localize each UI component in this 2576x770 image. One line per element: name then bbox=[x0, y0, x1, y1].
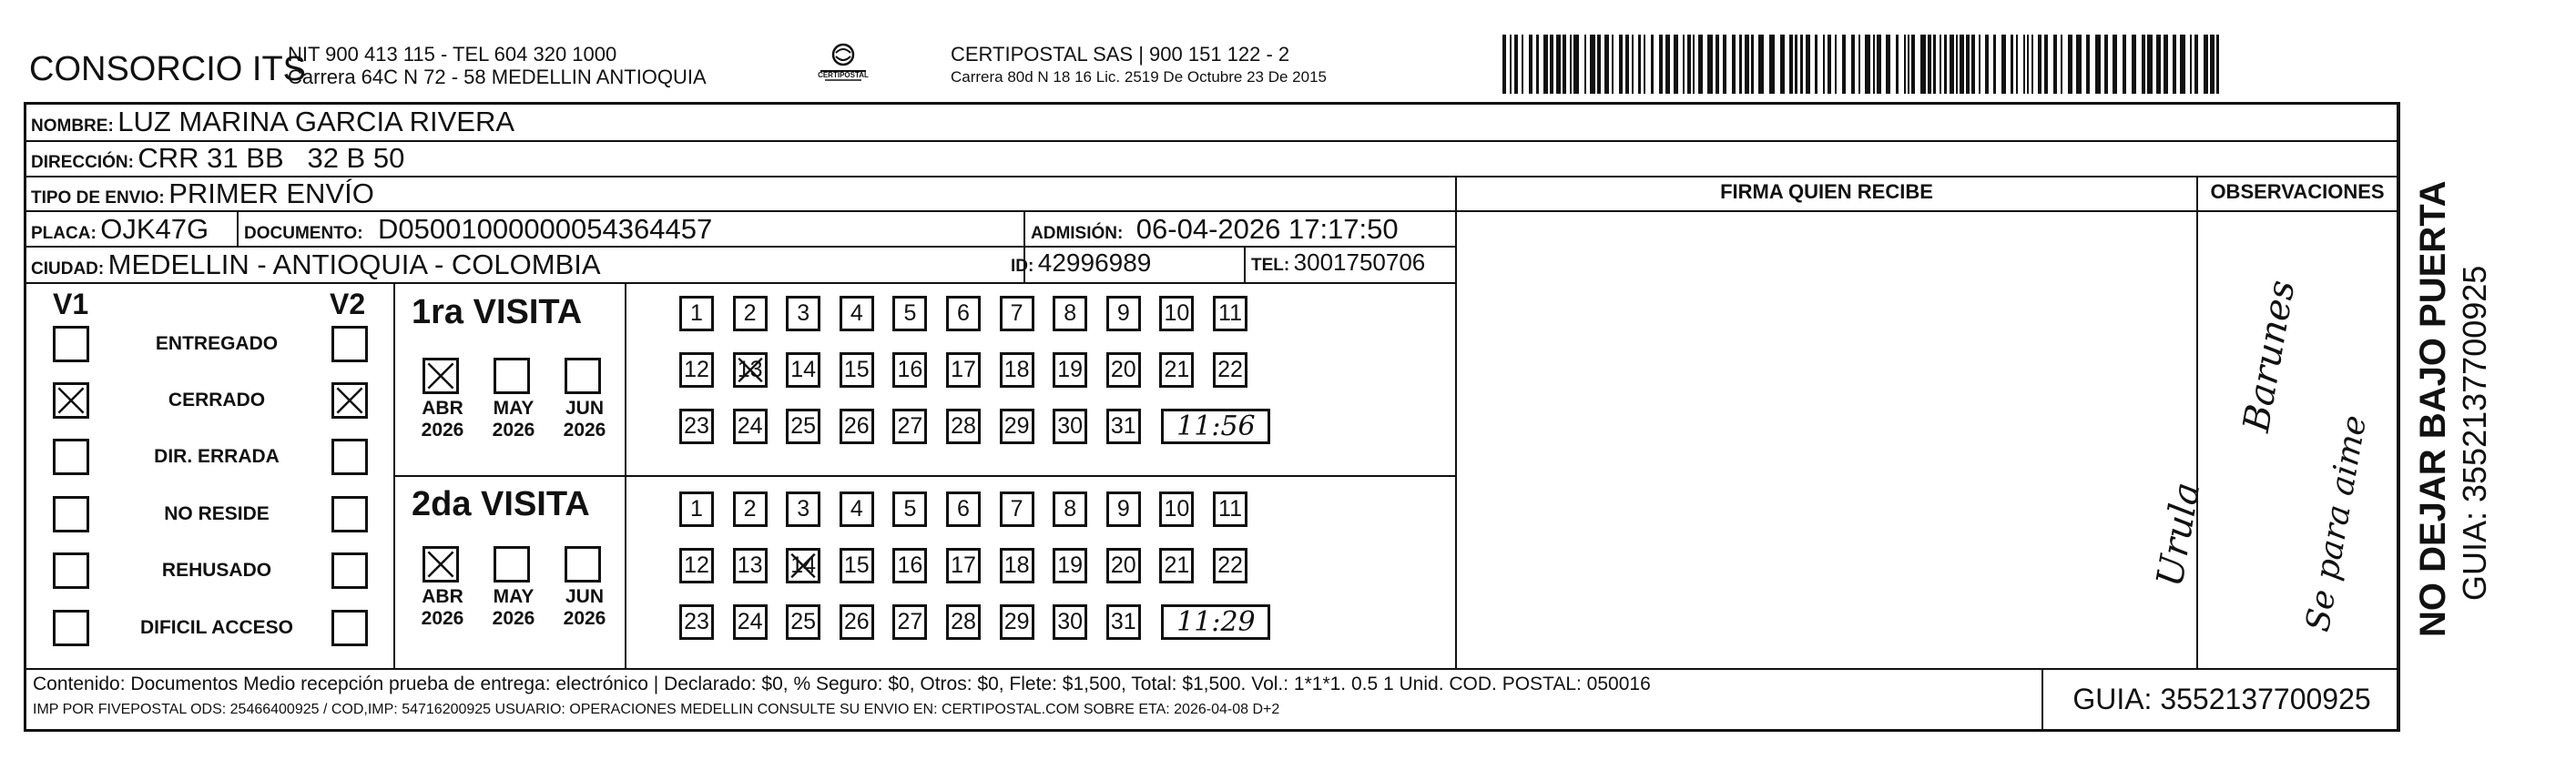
year-label: 2026 bbox=[492, 608, 535, 629]
day-box[interactable]: 23 bbox=[679, 604, 714, 640]
company-nit: NIT 900 413 115 - TEL 604 320 1000 bbox=[288, 43, 617, 66]
field-ciudad bbox=[31, 248, 601, 281]
time-box: 11:29 bbox=[1161, 604, 1270, 640]
visit1-title: 1ra VISITA bbox=[412, 293, 583, 331]
placa-value: OJK47G bbox=[100, 213, 209, 245]
direccion-label: DIRECCIÓN: bbox=[31, 153, 134, 172]
id-value: 42996989 bbox=[1037, 248, 1152, 277]
day-box[interactable]: 16 bbox=[892, 352, 927, 388]
day-box[interactable]: 28 bbox=[946, 604, 981, 640]
day-box[interactable]: 4 bbox=[840, 296, 874, 331]
carrier-license: Carrera 80d N 18 16 Lic. 2519 De Octubre 23 De 2015 bbox=[951, 68, 1327, 86]
month-checkbox[interactable] bbox=[565, 546, 601, 583]
day-box[interactable]: 20 bbox=[1106, 548, 1141, 583]
year-label: 2026 bbox=[421, 608, 464, 629]
day-box[interactable]: 18 bbox=[1000, 548, 1034, 583]
side-guia: GUIA: 3552137700925 bbox=[2456, 265, 2493, 601]
field-tel bbox=[1251, 248, 1425, 277]
day-box[interactable]: 3 bbox=[786, 491, 820, 527]
month-checkbox[interactable] bbox=[494, 358, 530, 394]
day-box[interactable]: 22 bbox=[1213, 548, 1247, 583]
observaciones-header: OBSERVACIONES bbox=[2210, 180, 2385, 203]
day-box[interactable]: 6 bbox=[946, 491, 981, 527]
day-box[interactable]: 7 bbox=[1000, 491, 1034, 527]
day-box[interactable]: 7 bbox=[1000, 296, 1034, 331]
nombre-label: NOMBRE: bbox=[31, 117, 114, 136]
day-box[interactable]: 12 bbox=[679, 352, 714, 388]
firma-header: FIRMA QUIEN RECIBE bbox=[1720, 180, 1933, 203]
day-box[interactable]: 17 bbox=[946, 548, 981, 583]
month-label: ABR bbox=[422, 398, 463, 419]
tel-value: 3001750706 bbox=[1293, 248, 1426, 276]
month-checkbox[interactable] bbox=[423, 546, 459, 583]
month-label: JUN bbox=[565, 398, 604, 419]
day-box[interactable]: 21 bbox=[1159, 352, 1194, 388]
year-label: 2026 bbox=[492, 420, 535, 441]
status-option-label: DIFICIL ACCESO bbox=[139, 617, 293, 638]
day-box[interactable]: 12 bbox=[679, 548, 714, 583]
tipo-value: PRIMER ENVÍO bbox=[168, 177, 374, 209]
v2-header: V2 bbox=[330, 288, 366, 320]
logo-lettering: CERTIPOSTAL bbox=[818, 71, 869, 79]
v2-checkbox[interactable] bbox=[331, 552, 368, 589]
month-label: MAY bbox=[493, 398, 535, 419]
day-box[interactable]: 3 bbox=[786, 296, 820, 331]
day-box[interactable]: 19 bbox=[1053, 352, 1087, 388]
day-box[interactable]: 27 bbox=[892, 409, 927, 444]
day-box[interactable]: 25 bbox=[786, 409, 820, 444]
day-box[interactable]: 27 bbox=[892, 604, 927, 640]
month-checkbox[interactable] bbox=[423, 358, 459, 394]
year-label: 2026 bbox=[563, 608, 606, 629]
v1-checkbox[interactable] bbox=[53, 382, 89, 419]
day-box[interactable]: 16 bbox=[892, 548, 927, 583]
observaciones-handwriting-2: Se para aime bbox=[2299, 412, 2375, 635]
barcode bbox=[1502, 35, 2226, 94]
day-box[interactable]: 26 bbox=[840, 409, 874, 444]
day-box[interactable]: 18 bbox=[1000, 352, 1034, 388]
day-box[interactable]: 9 bbox=[1106, 491, 1141, 527]
day-box[interactable]: 1 bbox=[679, 491, 714, 527]
month-label: ABR bbox=[422, 586, 463, 607]
day-box[interactable]: 15 bbox=[840, 352, 874, 388]
documento-value: D05001000000054364457 bbox=[378, 213, 713, 245]
admision-label: ADMISIÓN: bbox=[1031, 224, 1124, 243]
company-name: CONSORCIO ITS bbox=[29, 50, 307, 88]
day-box[interactable]: 11 bbox=[1213, 296, 1247, 331]
day-box[interactable]: 8 bbox=[1053, 491, 1087, 527]
visit2-title: 2da VISITA bbox=[412, 485, 590, 523]
day-box[interactable]: 14 bbox=[786, 352, 820, 388]
day-box[interactable]: 6 bbox=[946, 296, 981, 331]
day-box[interactable]: 13 bbox=[733, 548, 768, 583]
day-box[interactable]: 2 bbox=[733, 296, 768, 331]
status-option-label: DIR. ERRADA bbox=[154, 446, 280, 467]
direccion-value: CRR 31 BB 32 B 50 bbox=[137, 142, 405, 174]
day-box[interactable]: 9 bbox=[1106, 296, 1141, 331]
day-box[interactable]: 31 bbox=[1106, 604, 1141, 640]
field-tipo bbox=[31, 177, 374, 210]
v2-checkbox[interactable] bbox=[331, 496, 368, 532]
year-label: 2026 bbox=[563, 420, 606, 441]
v1-header: V1 bbox=[53, 288, 89, 320]
day-box[interactable]: 28 bbox=[946, 409, 981, 444]
footer-line1: Contenido: Documentos Medio recepción prueba de entrega: electrónico | Declarado: $0, % Seguro: $0, Otros: $0, Flete: $1,500, Total: $1,500. Vol.: 1*1*1. 0.5 1 Unid. COD. POSTAL: 050016 bbox=[33, 674, 1651, 694]
carrier-name: CERTIPOSTAL SAS | 900 151 122 - 2 bbox=[951, 43, 1290, 66]
day-box[interactable]: 22 bbox=[1213, 352, 1247, 388]
day-box[interactable]: 20 bbox=[1106, 352, 1141, 388]
day-box[interactable]: 14 bbox=[786, 548, 820, 583]
firma-handwriting: Urula bbox=[2149, 479, 2209, 590]
day-box[interactable]: 24 bbox=[733, 409, 768, 444]
day-box[interactable]: 19 bbox=[1053, 548, 1087, 583]
day-box[interactable]: 17 bbox=[946, 352, 981, 388]
time-box: 11:56 bbox=[1161, 409, 1270, 444]
day-box[interactable]: 30 bbox=[1053, 604, 1087, 640]
v2-checkbox[interactable] bbox=[331, 610, 368, 646]
day-box[interactable]: 4 bbox=[840, 491, 874, 527]
v1-checkbox[interactable] bbox=[53, 552, 89, 589]
day-box[interactable]: 29 bbox=[1000, 409, 1034, 444]
field-admision bbox=[1031, 213, 1399, 246]
status-option-label: NO RESIDE bbox=[164, 503, 270, 524]
v2-checkbox[interactable] bbox=[331, 326, 368, 362]
day-box[interactable]: 21 bbox=[1159, 548, 1194, 583]
status-option-label: ENTREGADO bbox=[155, 333, 279, 354]
ciudad-label: CIUDAD: bbox=[31, 259, 105, 279]
day-box[interactable]: 10 bbox=[1159, 491, 1194, 527]
day-box[interactable]: 5 bbox=[892, 296, 927, 331]
day-box[interactable]: 10 bbox=[1159, 296, 1194, 331]
day-box[interactable]: 23 bbox=[679, 409, 714, 444]
v1-checkbox[interactable] bbox=[53, 326, 89, 362]
day-box[interactable]: 29 bbox=[1000, 604, 1034, 640]
status-option-label: CERRADO bbox=[168, 390, 266, 410]
day-box[interactable]: 24 bbox=[733, 604, 768, 640]
footer-line2: IMP POR FIVEPOSTAL ODS: 25466400925 / COD,IMP: 54716200925 USUARIO: OPERACIONES MEDELLIN CONSULTE SU ENVIO EN: CERTIPOSTAL.COM SOBRE ETA: 2026-04-08 D+2 bbox=[33, 702, 1280, 717]
day-box[interactable]: 25 bbox=[786, 604, 820, 640]
field-direccion bbox=[31, 142, 404, 175]
placa-label: PLACA: bbox=[31, 224, 97, 243]
month-checkbox[interactable] bbox=[565, 358, 601, 394]
documento-label: DOCUMENTO: bbox=[244, 224, 363, 243]
tipo-label: TIPO DE ENVIO: bbox=[31, 188, 165, 208]
day-box[interactable]: 11 bbox=[1213, 491, 1247, 527]
field-documento bbox=[244, 213, 712, 246]
v1-checkbox[interactable] bbox=[53, 439, 89, 475]
footer-guia: GUIA: 3552137700925 bbox=[2072, 683, 2371, 715]
day-box[interactable]: 1 bbox=[679, 296, 714, 331]
field-placa bbox=[31, 213, 209, 246]
day-box[interactable]: 13 bbox=[733, 352, 768, 388]
field-id bbox=[1011, 248, 1151, 278]
v1-checkbox[interactable] bbox=[53, 496, 89, 532]
status-option-label: REHUSADO bbox=[161, 560, 272, 581]
nombre-value: LUZ MARINA GARCIA RIVERA bbox=[117, 106, 515, 137]
ciudad-value: MEDELLIN - ANTIOQUIA - COLOMBIA bbox=[107, 248, 601, 280]
month-label: MAY bbox=[493, 586, 535, 607]
day-box[interactable]: 31 bbox=[1106, 409, 1141, 444]
day-box[interactable]: 8 bbox=[1053, 296, 1087, 331]
month-label: JUN bbox=[565, 586, 604, 607]
month-checkbox[interactable] bbox=[494, 546, 530, 583]
tel-label: TEL: bbox=[1251, 256, 1290, 275]
day-box[interactable]: 5 bbox=[892, 491, 927, 527]
day-box[interactable]: 26 bbox=[840, 604, 874, 640]
side-warning: NO DEJAR BAJO PUERTA bbox=[2413, 180, 2453, 637]
day-box[interactable]: 30 bbox=[1053, 409, 1087, 444]
observaciones-handwriting-1: Barunes bbox=[2235, 277, 2304, 435]
v2-checkbox[interactable] bbox=[331, 382, 368, 419]
year-label: 2026 bbox=[421, 420, 464, 441]
company-address: Carrera 64C N 72 - 58 MEDELLIN ANTIOQUIA bbox=[288, 66, 707, 88]
v1-checkbox[interactable] bbox=[53, 610, 89, 646]
id-label: ID: bbox=[1011, 257, 1034, 276]
certipostal-logo bbox=[816, 38, 871, 95]
day-box[interactable]: 2 bbox=[733, 491, 768, 527]
field-nombre bbox=[31, 106, 514, 138]
v2-checkbox[interactable] bbox=[331, 439, 368, 475]
day-box[interactable]: 15 bbox=[840, 548, 874, 583]
admision-value: 06-04-2026 17:17:50 bbox=[1135, 213, 1399, 245]
